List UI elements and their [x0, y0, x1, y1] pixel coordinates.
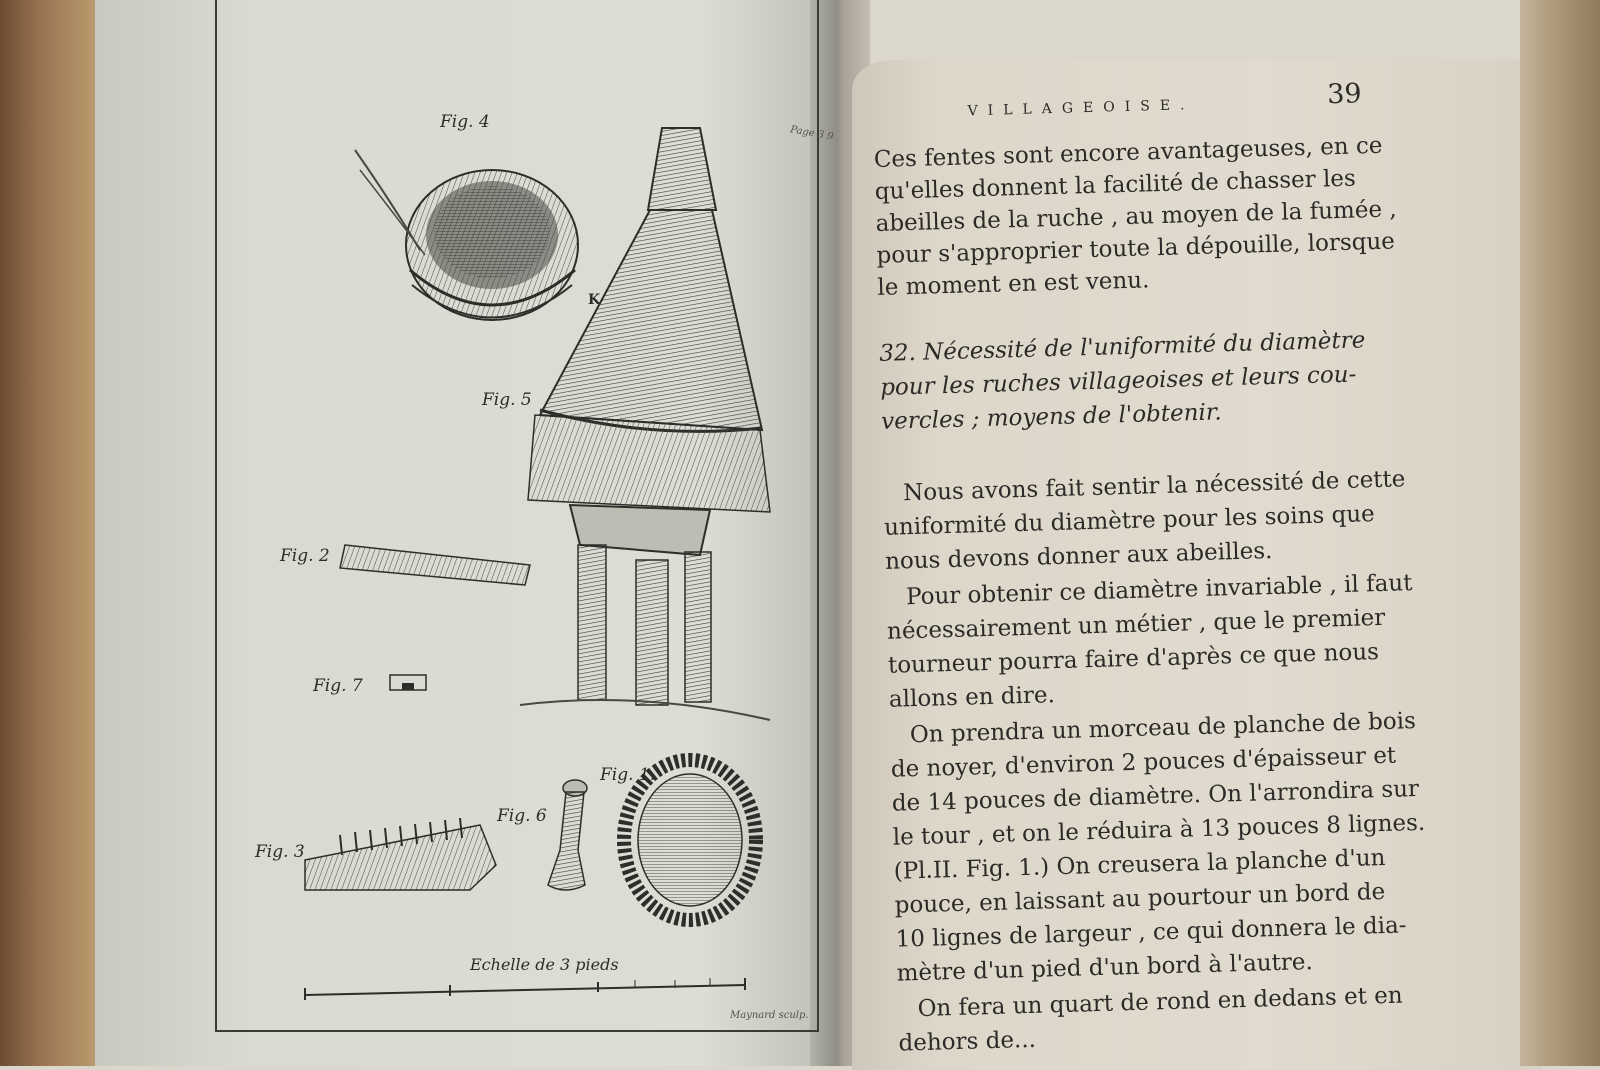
fig2-perforated-strip-drawing — [340, 545, 530, 585]
text-line: de noyer, d'environ 2 pouces d'épaisseur et — [890, 742, 1397, 783]
fig3-label: Fig. 3 — [255, 842, 305, 862]
fig4-label: Fig. 4 — [440, 112, 490, 132]
scale-caption: Echelle de 3 pieds — [470, 955, 619, 974]
text-line: qu'elles donnent la facilité de chasser les — [874, 165, 1357, 205]
page-reference-label: Page 3 9 — [789, 124, 835, 143]
text-line: abeilles de la ruche , au moyen de la fumée , — [875, 196, 1397, 237]
text-line: allons en dire. — [888, 682, 1056, 713]
text-line: nécessairement un métier , que le premier — [886, 604, 1386, 645]
section-heading-line: 32. Nécessité de l'uniformité du diamètre — [878, 327, 1366, 367]
text-line: le tour , et on le réduira à 13 pouces 8 lignes. — [892, 809, 1426, 851]
fig2-label: Fig. 2 — [280, 546, 330, 566]
text-line: uniformité du diamètre pour les soins que — [883, 501, 1376, 541]
text-line: de 14 pouces de diamètre. On l'arrondira sur — [891, 776, 1420, 817]
scale-bar — [305, 978, 745, 1000]
text-line: pouce, en laissant au pourtour un bord de — [894, 878, 1386, 919]
text-line: (Pl.II. Fig. 1.) On creusera la planche d'un — [893, 844, 1386, 885]
running-head: VILLAGEOISE. — [967, 97, 1195, 120]
text-line: On fera un quart de rond en dedans et en — [917, 982, 1404, 1023]
fig7-label: Fig. 7 — [313, 676, 363, 696]
fig-k-label: K — [588, 292, 601, 308]
section-heading-line: vercles ; moyens de l'obtenir. — [880, 399, 1222, 435]
text-line: pour s'approprier toute la dépouille, lorsque — [876, 228, 1396, 269]
text-line: 10 lignes de largeur , ce qui donnera le dia- — [895, 912, 1407, 953]
fig4-straw-coil-drawing — [355, 150, 578, 320]
fig6-label: Fig. 6 — [497, 806, 547, 826]
fig3-nail-board-drawing — [305, 818, 496, 890]
text-line: Pour obtenir ce diamètre invariable , il faut — [905, 570, 1413, 611]
text-line: mètre d'un pied d'un bord à l'autre. — [896, 949, 1314, 987]
fig5-label: Fig. 5 — [482, 390, 532, 410]
fig7-small-block-drawing — [390, 675, 426, 690]
text-line: Nous avons fait sentir la nécessité de cette — [902, 466, 1406, 507]
fig1-label: Fig. 1. — [600, 765, 656, 785]
text-line: nous devons donner aux abeilles. — [884, 538, 1273, 575]
section-heading-line: pour les ruches villageoises et leurs cou- — [879, 361, 1357, 401]
fig6-pestle-drawing — [548, 780, 587, 890]
text-line: dehors de... — [898, 1026, 1037, 1057]
text-line: tourneur pourra faire d'après ce que nous — [887, 639, 1380, 679]
page-number: 39 — [1326, 78, 1363, 111]
engraver-credit: Maynard sculp. — [730, 1010, 809, 1021]
text-line: Ces fentes sont encore avantageuses, en ce — [873, 132, 1383, 173]
text-line: le moment en est venu. — [877, 267, 1150, 301]
text-line: On prendra un morceau de planche de bois — [909, 708, 1417, 749]
